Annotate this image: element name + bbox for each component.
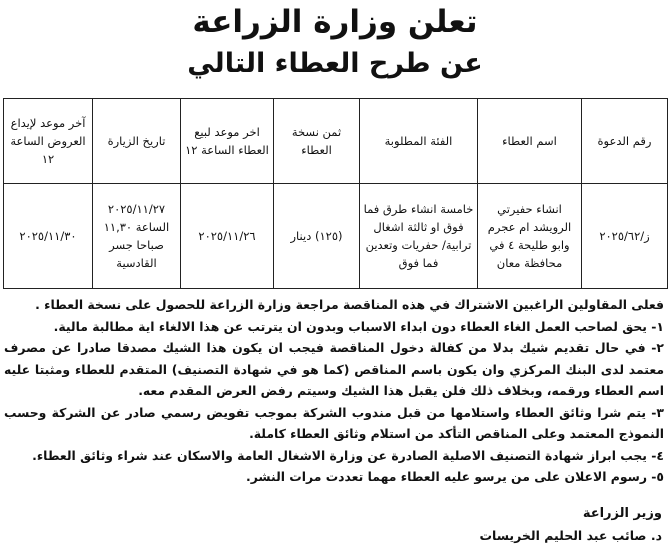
cell-call-number: ز/٢٠٢٥/٦٢ <box>582 184 668 289</box>
conditions-list <box>4 294 664 488</box>
condition-item: ٥- رسوم الاعلان على من يرسو عليه العطاء مهما تعددت مرات النشر. <box>246 469 664 484</box>
signatory-name: د. صائب عبد الحليم الخريسات <box>479 528 662 543</box>
condition-item: ١- يحق لصاحب العمل الغاء العطاء دون ابداء الاسباب وبدون ان يترتب عن هذا الالغاء اية مطالبة مالية. <box>53 318 664 334</box>
column-header-tender-name: اسم العطاء <box>478 99 582 184</box>
condition-item: ٢- في حال تقديم شيك بدلا من كفالة دخول المناقصة فيجب ان يكون هذا الشيك مصدقا صادرا عن مصرف معتمد لدى البنك المركزي وان يكون باسم المناقص (كما هو في شهادة التصنيف) المتقدم للعطاء ومثبتا عليه اسم العطاء ورقمه، وبخلاف ذلك فلن يقبل هذا الشيك وسيتم رفض العرض المقدم معه. <box>4 340 664 398</box>
cell-copy-price: (١٢٥) دينار <box>274 184 360 289</box>
column-header-call-number: رقم الدعوة <box>582 99 668 184</box>
table-row <box>4 184 668 289</box>
cell-tender-name: انشاء حفيرتي الرويشد ام عجرم وابو طليحة ٤ في محافظة معان <box>478 184 582 289</box>
cell-required-category: خامسة انشاء طرق فما فوق او ثالثة اشغال ترابية/ حفريات وتعدين فما فوق <box>360 184 478 289</box>
announcement-title: تعلن وزارة الزراعة <box>192 4 478 40</box>
column-header-copy-price: ثمن نسخة العطاء <box>274 99 360 184</box>
column-header-required-category: الفئة المطلوبة <box>360 99 478 184</box>
table-header-row <box>4 99 668 184</box>
column-header-submission-deadline: آخر موعد لإيداع العروض الساعة ١٢ <box>4 99 93 184</box>
condition-item: ٣- يتم شرا وثائق العطاء واستلامها من قبل مندوب الشركة بموجب تفويض رسمي صادر عن الشركة وحسب النموذج المعتمد وعلى المناقص التأكد من استلام وثائق العطاء كاملة. <box>4 404 664 441</box>
column-header-visit-date: تاريخ الزيارة <box>93 99 181 184</box>
cell-visit-date: ٢٠٢٥/١١/٢٧ الساعة ١١,٣٠ صباحا جسر القادسية <box>93 184 181 289</box>
column-header-sale-deadline: اخر موعد لبيع العطاء الساعة ١٢ <box>181 99 274 184</box>
tender-table <box>3 98 668 289</box>
conditions-intro: فعلى المقاولين الراغبين الاشتراك في هذه المناقصة مراجعة وزارة الزراعة للحصول على نسخة العطاء . <box>35 297 664 312</box>
cell-submission-deadline: ٢٠٢٥/١١/٣٠ <box>4 184 93 289</box>
cell-sale-deadline: ٢٠٢٥/١١/٢٦ <box>181 184 274 289</box>
condition-item: ٤- يجب ابراز شهادة التصنيف الاصلية الصادرة عن وزارة الاشغال العامة والاسكان عند شراء وثائق العطاء. <box>32 447 664 463</box>
signatory-role: وزير الزراعة <box>582 506 662 521</box>
announcement-subtitle: عن طرح العطاء التالي <box>187 48 483 79</box>
